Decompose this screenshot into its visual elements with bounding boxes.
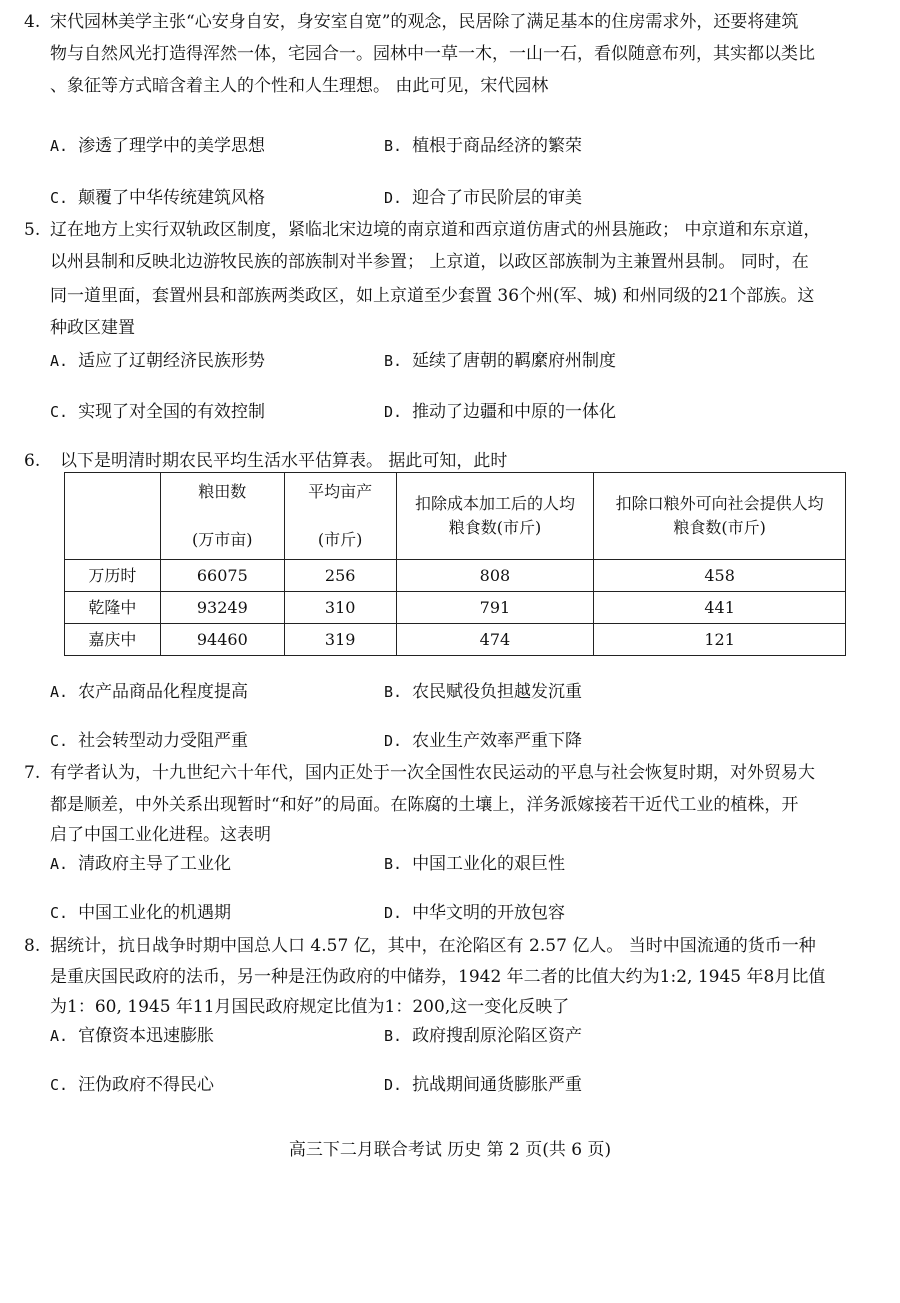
- table-cell: 791: [396, 592, 594, 624]
- table-cell: 474: [396, 624, 594, 656]
- table-cell: 乾隆中: [65, 592, 161, 624]
- option-letter: A.: [50, 137, 69, 155]
- question-8-option-d: [384, 1073, 582, 1097]
- table-header-cell: [594, 473, 846, 560]
- table-cell: 441: [594, 592, 846, 624]
- question-7-line-1: 有学者认为，十九世纪六十年代，国内正处于一次全国性农民运动的平息与社会恢复时期，对外贸易大: [50, 763, 815, 783]
- table-row: [65, 560, 846, 592]
- question-7-line-3: 启了中国工业化进程。这表明: [50, 825, 271, 845]
- option-letter: C.: [50, 904, 69, 922]
- option-letter: C.: [50, 732, 69, 750]
- question-5-line-3: 同一道里面，套置州县和部族两类政区，如上京道至少套置 36个州(军、城) 和州同级的21个部族。这: [50, 286, 815, 306]
- option-letter: D.: [384, 403, 403, 421]
- page-footer: 高三下二月联合考试 历史 第 2 页(共 6 页): [288, 1140, 612, 1160]
- table-cell: 93249: [160, 592, 284, 624]
- question-4-line-2: 物与自然风光打造得浑然一体，宅园合一。园林中一草一木，一山一石，看似随意布列，其实都以类比: [50, 44, 815, 64]
- option-letter: B.: [384, 352, 403, 370]
- question-5-option-a: [50, 349, 265, 373]
- option-text: 颠覆了中华传统建筑风格: [78, 188, 266, 208]
- option-text: 清政府主导了工业化: [78, 854, 232, 874]
- option-text: 适应了辽朝经济民族形势: [78, 351, 266, 371]
- option-letter: B.: [384, 855, 403, 873]
- question-4-option-b: [384, 134, 582, 158]
- option-text: 推动了边疆和中原的一体化: [412, 402, 617, 422]
- table-row: [65, 592, 846, 624]
- option-letter: D.: [384, 904, 403, 922]
- header-text: 平均亩产 (市斤): [308, 482, 373, 549]
- option-letter: A.: [50, 1027, 69, 1045]
- option-text: 中国工业化的艰巨性: [412, 854, 566, 874]
- question-8-line-1: 据统计，抗日战争时期中国总人口 4.57 亿，其中，在沦陷区有 2.57 亿人。 当时中国流通的货币一种: [50, 936, 816, 956]
- option-text: 渗透了理学中的美学思想: [78, 136, 266, 156]
- question-5-line-1: 辽在地方上实行双轨政区制度，紧临北宋边境的南京道和西京道仿唐式的州县施政； 中京道和东京道，: [50, 220, 821, 240]
- living-standard-table: [64, 472, 846, 656]
- question-6-option-c: [50, 729, 248, 753]
- table-header-cell: [160, 473, 284, 560]
- table-cell: 458: [594, 560, 846, 592]
- question-4-option-d: [384, 186, 582, 210]
- question-5-option-b: [384, 349, 616, 373]
- question-4-line-3: 、象征等方式暗含着主人的个性和人生理想。 由此可见，宋代园林: [50, 76, 549, 96]
- question-5-number: 5.: [24, 220, 41, 240]
- option-text: 汪伪政府不得民心: [78, 1075, 215, 1095]
- option-text: 迎合了市民阶层的审美: [412, 188, 583, 208]
- question-7-option-c: [50, 901, 231, 925]
- question-6-stem: 以下是明清时期农民平均生活水平估算表。 据此可知，此时: [60, 451, 508, 471]
- option-text: 植根于商品经济的繁荣: [412, 136, 583, 156]
- header-text: 粮田数 (万市亩): [192, 482, 253, 549]
- option-letter: D.: [384, 189, 403, 207]
- question-8-line-2: 是重庆国民政府的法币，另一种是汪伪政府的中储券，1942 年二者的比值大约为1:2, 1945 年8月比值: [50, 967, 826, 987]
- table-cell: 310: [284, 592, 396, 624]
- table-cell: 256: [284, 560, 396, 592]
- option-text: 中华文明的开放包容: [412, 903, 566, 923]
- question-7-option-d: [384, 901, 565, 925]
- option-text: 抗战期间通货膨胀严重: [412, 1075, 583, 1095]
- question-6-option-b: [384, 680, 582, 704]
- table-header-row: [65, 473, 846, 560]
- option-letter: B.: [384, 137, 403, 155]
- question-4-number: 4.: [24, 12, 41, 32]
- table-cell: 94460: [160, 624, 284, 656]
- table-row: [65, 624, 846, 656]
- option-letter: D.: [384, 1076, 403, 1094]
- table-header-cell: [396, 473, 594, 560]
- header-text: 扣除口粮外可向社会提供人均 粮食数(市斤): [615, 494, 824, 537]
- option-text: 农业生产效率严重下降: [412, 731, 583, 751]
- option-text: 实现了对全国的有效控制: [78, 402, 266, 422]
- question-5-option-d: [384, 400, 616, 424]
- question-7-line-2: 都是顺差，中外关系出现暂时“和好”的局面。在陈腐的土壤上，洋务派嫁接若干近代工业的植株，开: [50, 795, 799, 815]
- option-letter: A.: [50, 855, 69, 873]
- header-text: 扣除成本加工后的人均 粮食数(市斤): [414, 494, 575, 537]
- option-letter: A.: [50, 352, 69, 370]
- question-5-line-4: 种政区建置: [50, 318, 135, 338]
- question-5-line-2: 以州县制和反映北边游牧民族的部族制对半参置； 上京道，以政区部族制为主兼置州县制。 同时，在: [50, 252, 809, 272]
- option-letter: C.: [50, 1076, 69, 1094]
- table-cell: 808: [396, 560, 594, 592]
- table-cell: 121: [594, 624, 846, 656]
- question-7-option-b: [384, 852, 565, 876]
- question-7-option-a: [50, 852, 231, 876]
- table-cell: 万历时: [65, 560, 161, 592]
- question-4-option-c: [50, 186, 265, 210]
- question-8-option-b: [384, 1024, 582, 1048]
- question-8-option-c: [50, 1073, 214, 1097]
- option-letter: B.: [384, 1027, 403, 1045]
- question-8-number: 8.: [24, 936, 41, 956]
- question-6-option-d: [384, 729, 582, 753]
- option-text: 官僚资本迅速膨胀: [78, 1026, 215, 1046]
- option-text: 政府搜刮原沦陷区资产: [412, 1026, 583, 1046]
- option-text: 农民赋役负担越发沉重: [412, 682, 583, 702]
- option-letter: C.: [50, 403, 69, 421]
- question-6-option-a: [50, 680, 248, 704]
- question-4-option-a: [50, 134, 265, 158]
- option-letter: C.: [50, 189, 69, 207]
- question-4-line-1: 宋代园林美学主张“心安身自安，身安室自宽”的观念，民居除了满足基本的住房需求外，还要将建筑: [50, 12, 799, 32]
- option-letter: D.: [384, 732, 403, 750]
- option-letter: A.: [50, 683, 69, 701]
- option-text: 社会转型动力受阻严重: [78, 731, 249, 751]
- question-6-number: 6.: [24, 451, 41, 471]
- question-8-line-3: 为1：60, 1945 年11月国民政府规定比值为1：200,这一变化反映了: [50, 997, 570, 1017]
- table-header-cell: [65, 473, 161, 560]
- question-5-option-c: [50, 400, 265, 424]
- table-cell: 319: [284, 624, 396, 656]
- table-cell: 66075: [160, 560, 284, 592]
- option-text: 延续了唐朝的羁縻府州制度: [412, 351, 617, 371]
- option-text: 农产品商品化程度提高: [78, 682, 249, 702]
- option-text: 中国工业化的机遇期: [78, 903, 232, 923]
- question-8-option-a: [50, 1024, 214, 1048]
- table-cell: 嘉庆中: [65, 624, 161, 656]
- question-7-number: 7.: [24, 763, 41, 783]
- option-letter: B.: [384, 683, 403, 701]
- table-header-cell: [284, 473, 396, 560]
